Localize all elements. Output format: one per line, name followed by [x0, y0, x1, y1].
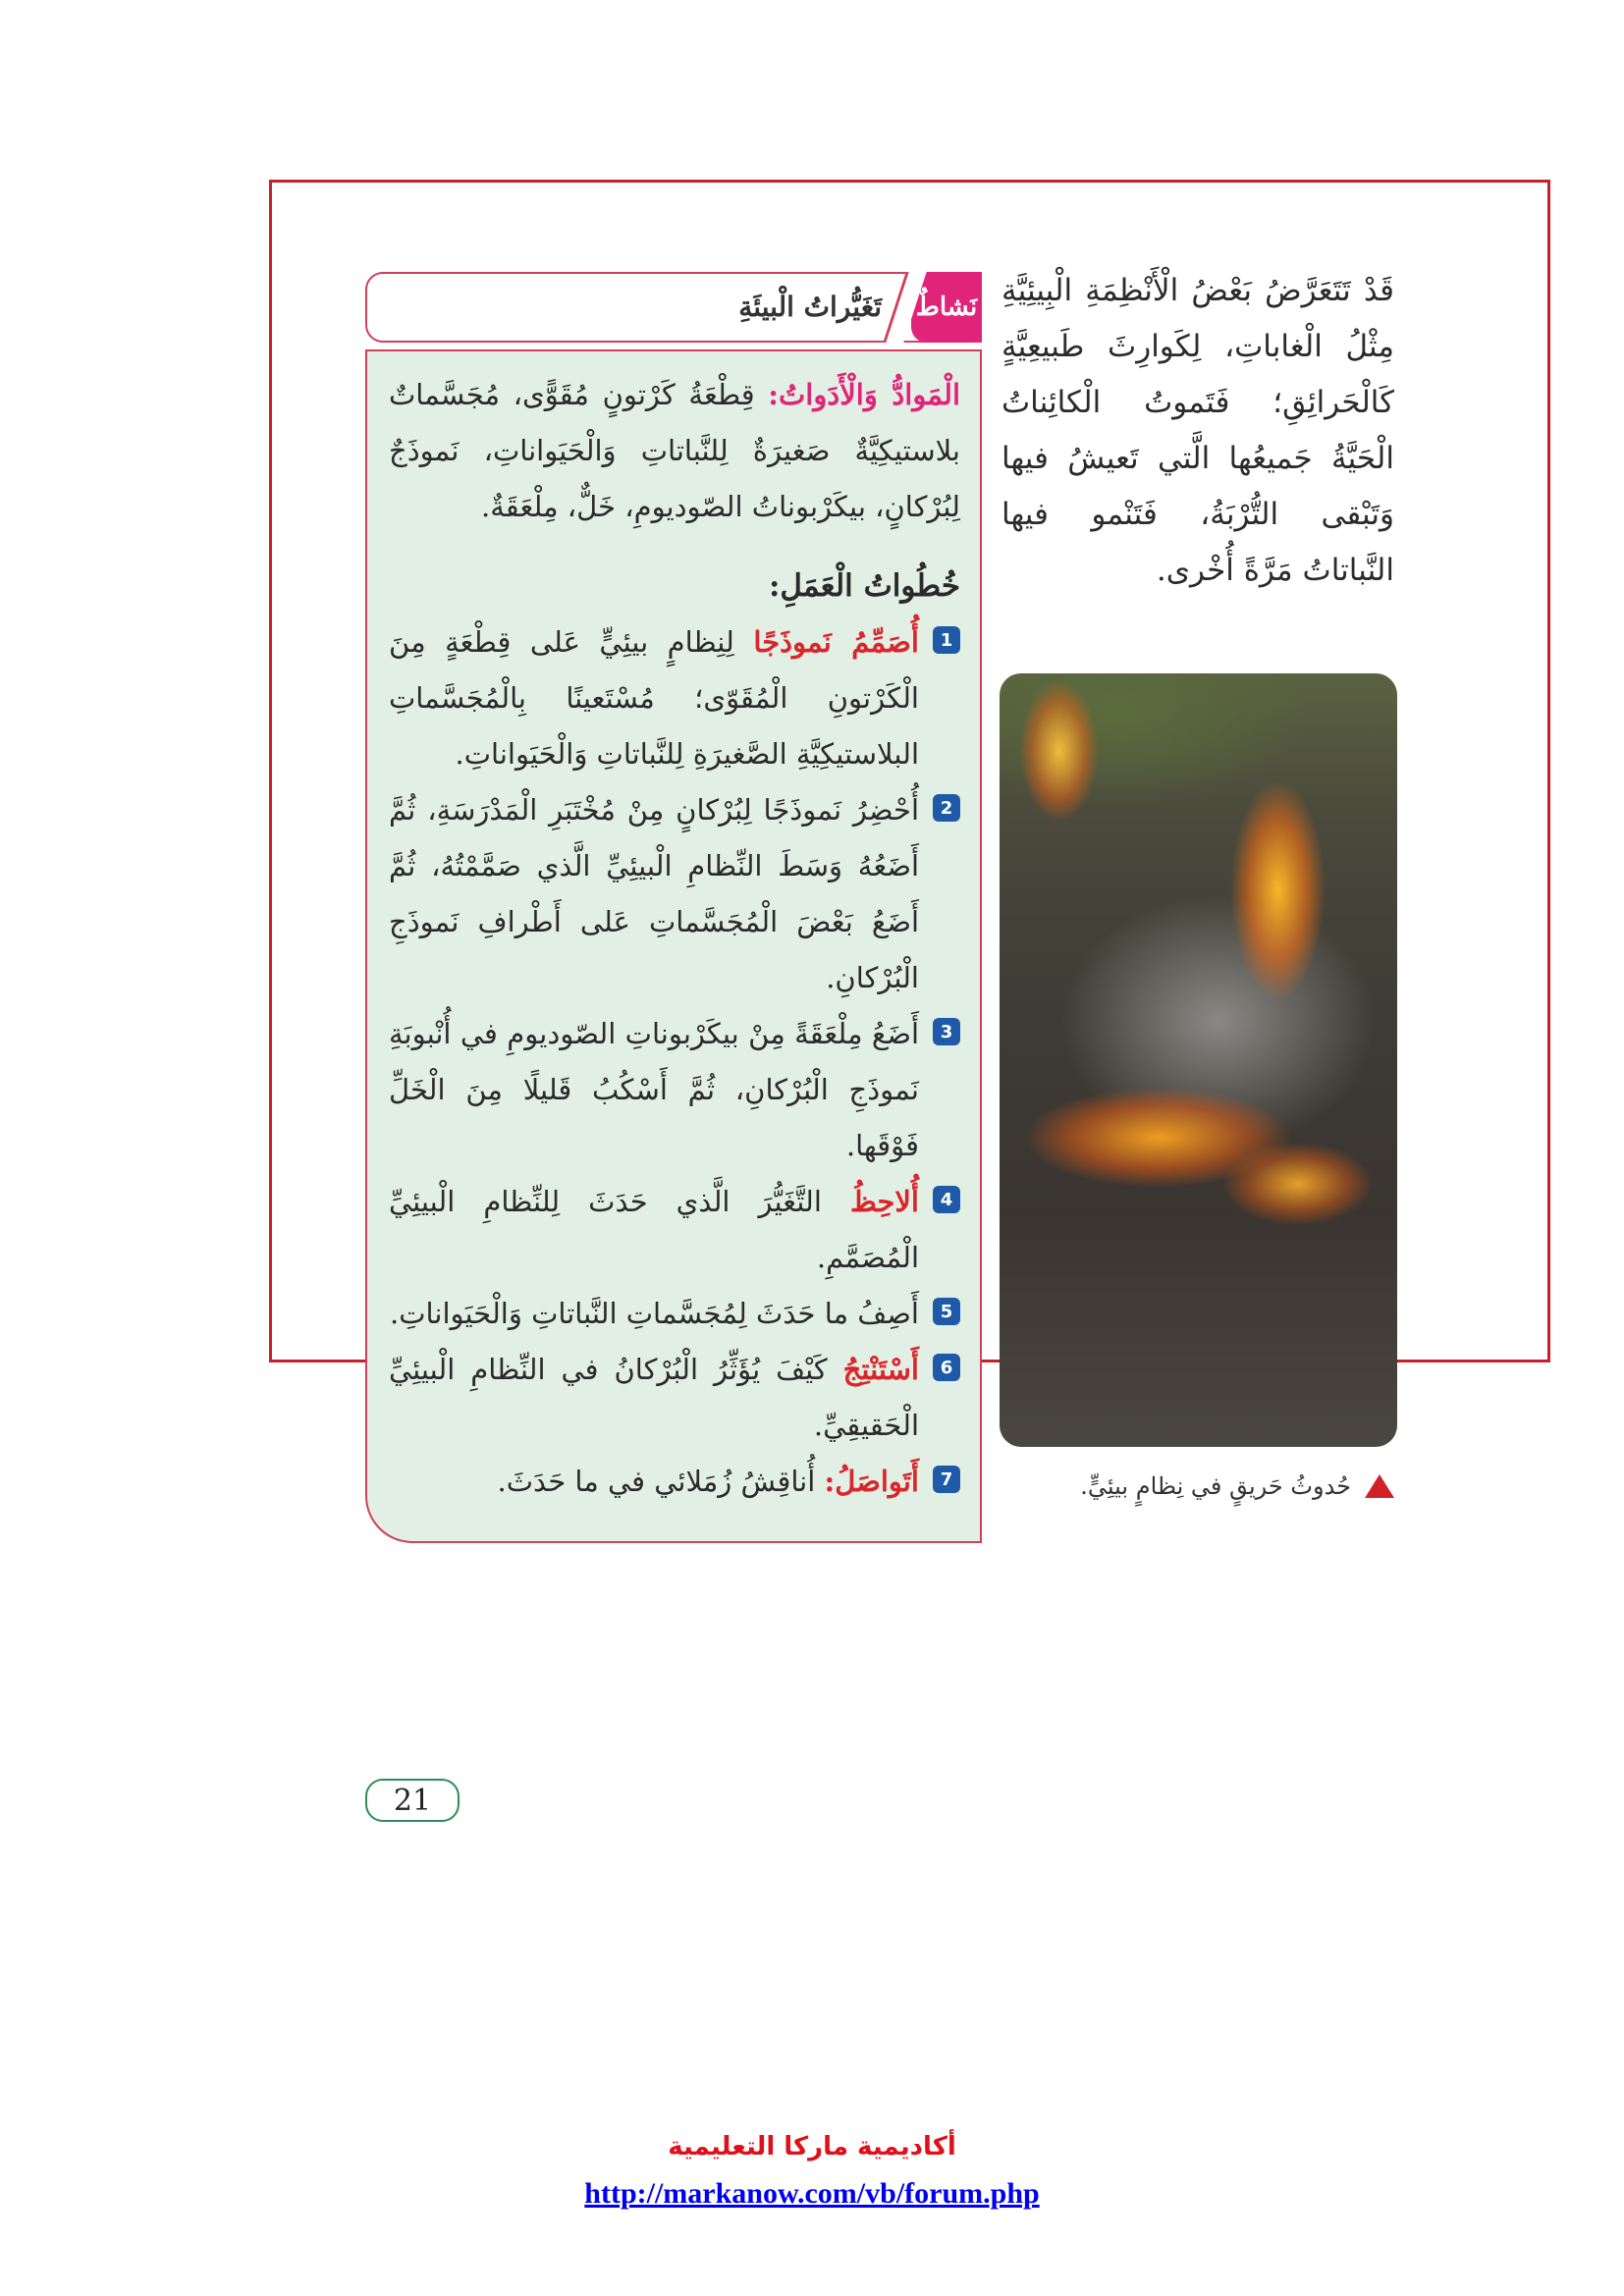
materials-text: قِطْعَةُ كَرْتونٍ مُقَوًّى، مُجَسَّماتٌ بلاستيكِيَّةٌ صَغيرَةٌ لِلنَّباتاتِ وَالْحَيَواناتِ، نَموذَجٌ لِبُرْكانٍ، بيكَرْبوناتُ الصّوديومِ، خَلٌّ، مِلْعَقَةٌ.: [389, 378, 960, 523]
step-text: التَّغَيُّرَ الَّذي حَدَثَ لِلنِّظامِ الْبيئِيِّ الْمُصَمَّمِ.: [389, 1185, 919, 1274]
footer-link[interactable]: http://markanow.com/vb/forum.php: [584, 2177, 1040, 2210]
step-6: [389, 1342, 960, 1454]
step-4: [389, 1174, 960, 1286]
step-number-badge: 1: [933, 626, 960, 654]
photo-caption-text: حُدوثُ حَريقٍ في نِظامٍ بيئِيٍّ.: [1080, 1472, 1351, 1500]
step-text: كَيْفَ يُؤَثِّرُ الْبُرْكانُ في النِّظامِ الْبيئِيِّ الْحَقيقِيِّ.: [389, 1353, 919, 1442]
activity-badge: نَشاطٌ: [911, 272, 982, 343]
step-highlight: أَسْتَنْتِجُ: [842, 1353, 919, 1386]
step-text: لِنِظامٍ بيئِيٍّ عَلى قِطْعَةٍ مِنَ الْكَرْتونِ الْمُقَوّى؛ مُسْتَعينًا بِالْمُجَسَّماتِ البلاستيكِيَّةِ الصَّغيرَةِ لِلنَّباتاتِ وَالْحَيَواناتِ.: [389, 625, 919, 771]
steps-heading: خُطُواتُ الْعَمَلِ:: [768, 568, 960, 604]
intro-text: قَدْ تَتَعَرَّضُ بَعْضُ الْأَنْظِمَةِ الْبِيئِيَّةِ مِثْلُ الْغاباتِ، لِكَوارِثَ طَبيعِيَّةٍ كَالْحَرائِقِ؛ فَتَموتُ الْكائِناتُ الْحَيَّةُ جَميعُها الَّتي تَعيشُ فيها وَتَبْقى التُّرْبَةُ، فَتَنْمو فيها النَّباتاتُ مَرَّةً أُخْرى.: [1001, 273, 1394, 588]
activity-title: تَغَيُّراتُ الْبيئَةِ: [738, 291, 882, 323]
step-7: [389, 1454, 960, 1510]
step-number-badge: 6: [933, 1354, 960, 1381]
photo-caption: [1021, 1472, 1394, 1500]
step-highlight: أَتَواصَلُ:: [824, 1465, 919, 1498]
step-number-badge: 2: [933, 794, 960, 822]
page-number: 21: [365, 1779, 460, 1822]
step-1: [389, 614, 960, 782]
step-number-badge: 4: [933, 1186, 960, 1213]
step-2: [389, 782, 960, 1006]
step-text: أَضَعُ مِلْعَقَةً مِنْ بيكَرْبوناتِ الصّوديومِ في أُنْبوبَةِ نَموذَجِ الْبُرْكانِ، ثُمَّ أَسْكُبُ قَليلًا مِنَ الْخَلِّ فَوْقَها.: [389, 1017, 919, 1162]
footer-brand: أكاديمية ماركا التعليمية: [668, 2132, 956, 2162]
activity-header: [365, 272, 982, 343]
intro-paragraph: [1001, 263, 1394, 599]
activity-box: [365, 349, 982, 1543]
step-3: [389, 1006, 960, 1174]
step-number-badge: 5: [933, 1298, 960, 1325]
step-number-badge: 7: [933, 1466, 960, 1493]
triangle-marker-icon: [1365, 1474, 1394, 1498]
materials-label: الْمَوادُّ وَالْأَدَواتُ:: [768, 378, 960, 411]
step-number-badge: 3: [933, 1018, 960, 1045]
step-highlight: أُصَمِّمُ نَموذَجًا: [753, 625, 919, 659]
forest-fire-photo: [1000, 673, 1397, 1447]
step-text: أَصِفُ ما حَدَثَ لِمُجَسَّماتِ النَّباتاتِ وَالْحَيَواناتِ.: [390, 1297, 919, 1330]
step-highlight: أُلاحِظُ: [849, 1185, 919, 1218]
materials: [389, 367, 960, 535]
step-text: أُحْضِرُ نَموذَجًا لِبُرْكانٍ مِنْ مُخْتَبَرِ الْمَدْرَسَةِ، ثُمَّ أَضَعُهُ وَسَطَ النِّظامِ الْبيئِيِّ الَّذي صَمَّمْتُهُ، ثُمَّ أَضَعُ بَعْضَ الْمُجَسَّماتِ عَلى أَطْرافِ نَموذَجِ الْبُرْكانِ.: [389, 793, 919, 994]
step-text: أُناقِشُ زُمَلائي في ما حَدَثَ.: [497, 1465, 825, 1498]
step-5: [389, 1286, 960, 1342]
